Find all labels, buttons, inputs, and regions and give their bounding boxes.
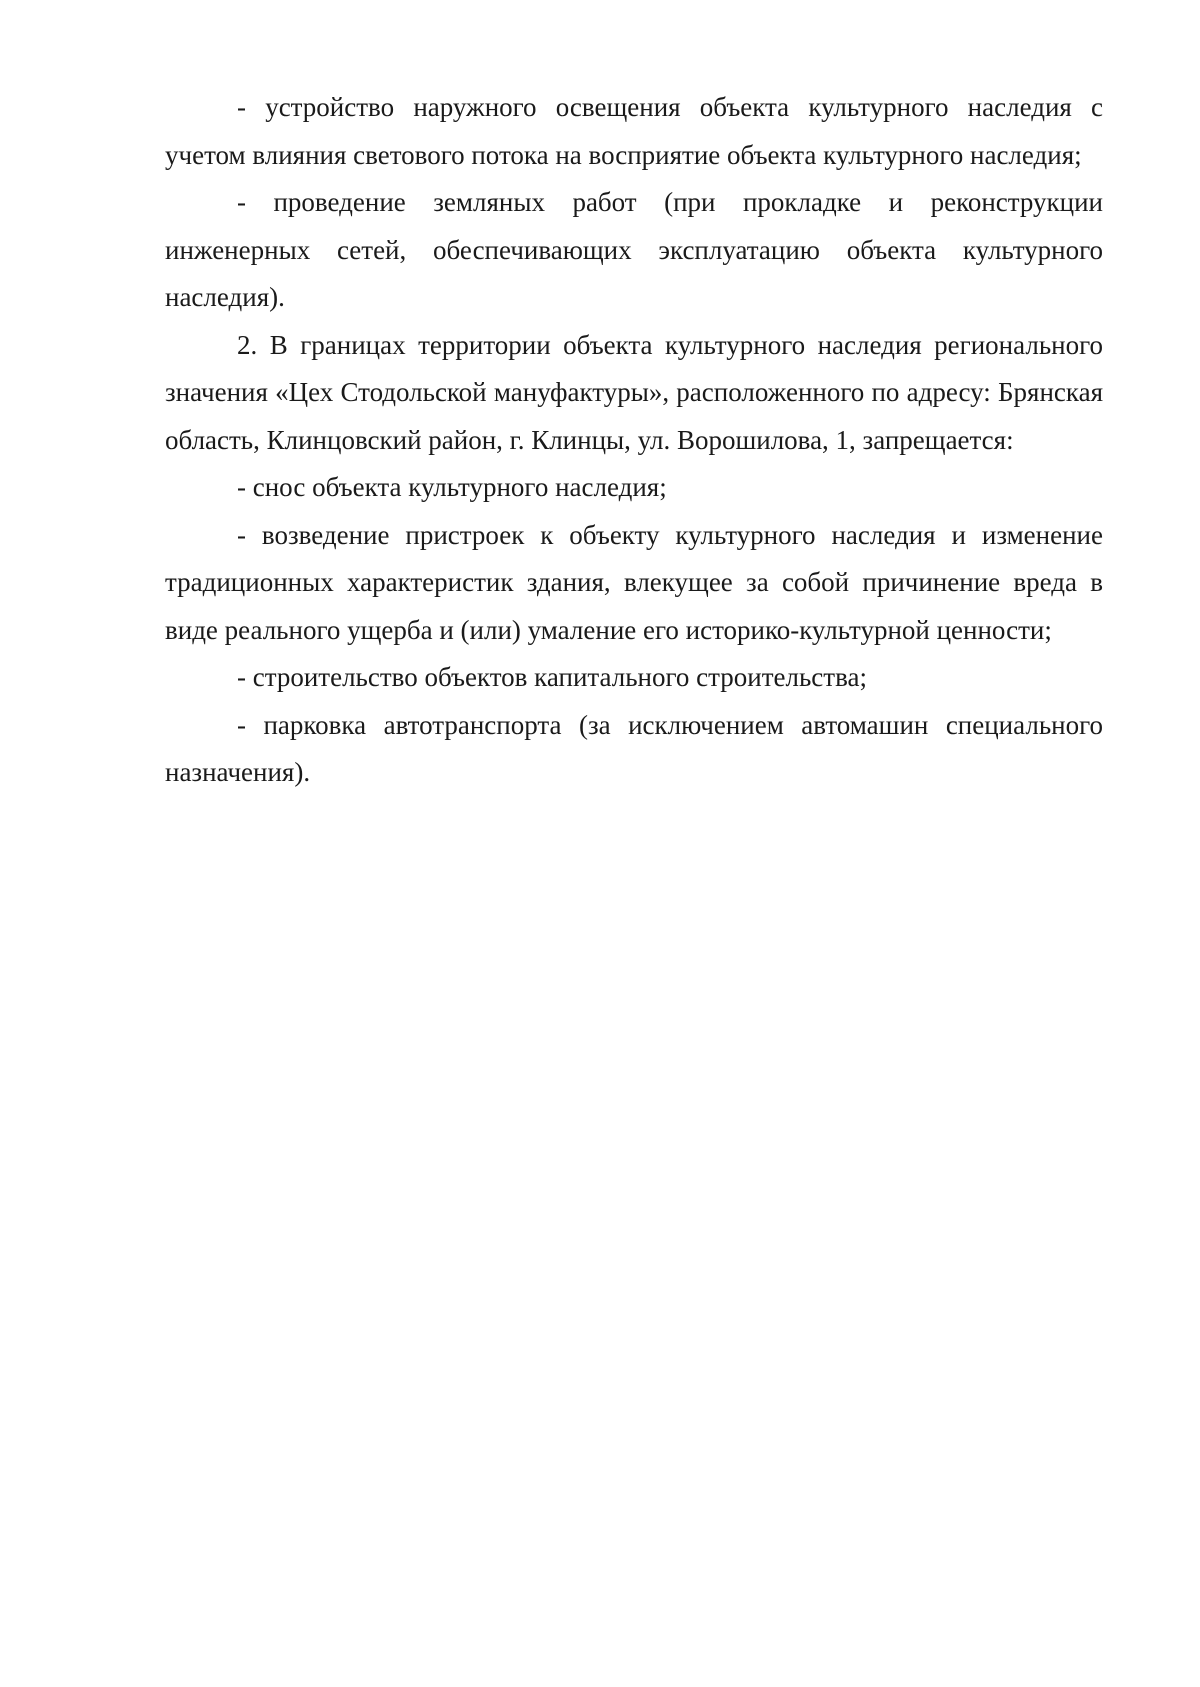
- document-body: [165, 84, 1103, 797]
- paragraph-extensions: - возведение пристроек к объекту культурного наследия и изменение традиционных характеристик здания, влекущее за собой причинение вреда в виде реального ущерба и (или) умаление его историко-культурной ценности;: [165, 519, 1103, 645]
- paragraph-parking: - парковка автотранспорта (за исключением автомашин специального назначения).: [165, 709, 1103, 787]
- paragraph-prohibitions-intro: 2. В границах территории объекта культурного наследия регионального значения «Цех Стодольской мануфактуры», расположенного по адресу: Брянская область, Клинцовский район, г. Клинцы, ул. Ворошилова, 1, запрещается:: [165, 329, 1103, 455]
- paragraph-demolition: - снос объекта культурного наследия;: [237, 472, 667, 502]
- paragraph-construction: - строительство объектов капитального строительства;: [237, 662, 867, 692]
- paragraph-earthworks: - проведение земляных работ (при прокладке и реконструкции инженерных сетей, обеспечивающих эксплуатацию объекта культурного наследия).: [165, 187, 1103, 312]
- paragraph-outdoor-lighting: - устройство наружного освещения объекта культурного наследия с учетом влияния светового потока на восприятие объекта культурного наследия;: [165, 92, 1103, 170]
